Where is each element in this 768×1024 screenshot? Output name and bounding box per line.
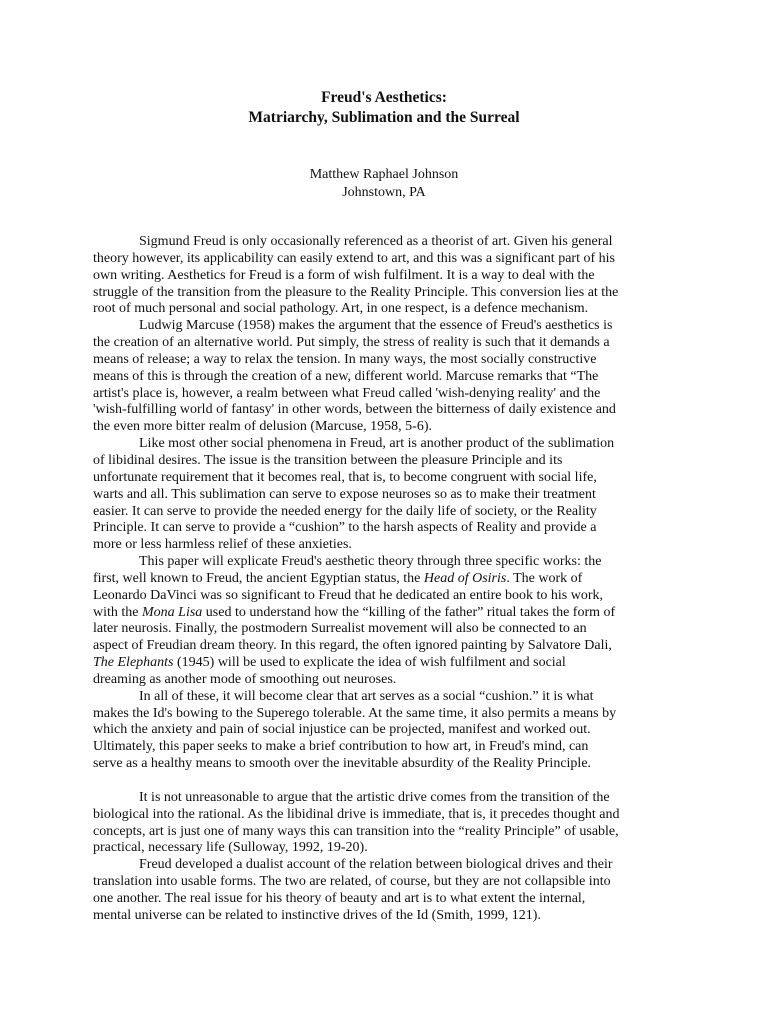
text-line: unfortunate requirement that it becomes real, that is, to become congruent with social life,: [93, 469, 597, 485]
text-line: Ludwig Marcuse (1958) makes the argument that the essence of Freud's aesthetics is: [139, 318, 613, 334]
author-block: [0, 166, 768, 202]
paragraph: [93, 234, 677, 318]
text-line: concepts, art is just one of many ways this can transition into the “reality Principle” of usable,: [93, 823, 619, 839]
text-line: warts and all. This sublimation can serve to expose neuroses so as to make their treatment: [93, 486, 596, 502]
text-line: artist's place is, however, a realm between what Freud called 'wish-denying reality' and the: [93, 385, 601, 401]
text-line: struggle of the transition from the pleasure to the Reality Principle. This conversion lies at the: [93, 284, 619, 300]
text-line: Sigmund Freud is only occasionally referenced as a theorist of art. Given his general: [139, 234, 613, 249]
text-line: the even more bitter realm of delusion (Marcuse, 1958, 5-6).: [93, 419, 433, 435]
text-line: This paper will explicate Freud's aesthetic theory through three specific works: the: [139, 554, 602, 570]
text-line: Freud developed a dualist account of the relation between biological drives and their: [139, 857, 613, 873]
text-line: first, well known to Freud, the ancient Egyptian status, the Head of Osiris. The work of: [93, 570, 583, 586]
document-body: [93, 234, 677, 925]
title-line-1: Freud's Aesthetics:: [321, 89, 447, 106]
text-line: root of much personal and social pathology. Art, in one respect, is a defence mechanism.: [93, 301, 589, 317]
text-line: mental universe can be related to instinctive drives of the Id (Smith, 1999, 121).: [93, 907, 541, 923]
author-name: Matthew Raphael Johnson: [309, 167, 459, 182]
text-line: one another. The real issue for his theory of beauty and art is to what extent the internal,: [93, 890, 586, 906]
text-line: biological into the rational. As the libidinal drive is immediate, that is, it precedes thought and: [93, 806, 620, 822]
text-line: means of release; a way to relax the tension. In many ways, the most socially constructive: [93, 351, 597, 367]
author-location: Johnstown, PA: [342, 185, 426, 200]
text-line: practical, necessary life (Sulloway, 1992, 19-20).: [93, 840, 368, 856]
text-line: It is not unreasonable to argue that the artistic drive comes from the transition of the: [139, 789, 610, 805]
text-line: The Elephants (1945) will be used to explicate the idea of wish fulfilment and social: [93, 655, 566, 671]
text-line: later neurosis. Finally, the postmodern Surrealist movement will also be connected to an: [93, 621, 587, 637]
text-line: dreaming as another mode of smoothing out neuroses.: [93, 671, 397, 687]
text-line: means of this is through the creation of a new, different world. Marcuse remarks that “The: [93, 368, 599, 384]
paragraph: [93, 790, 677, 857]
text-line: 'wish-fulfilling world of fantasy' in other words, between the bitterness of daily existence and: [93, 402, 616, 418]
text-line: more or less harmless relief of these anxieties.: [93, 537, 352, 553]
text-line: the creation of an alternative world. Put simply, the stress of reality is such that it demands a: [93, 335, 610, 351]
text-line: own writing. Aesthetics for Freud is a form of wish fulfilment. It is a way to deal with the: [93, 267, 595, 283]
text-line: serve as a healthy means to smooth over the inevitable absurdity of the Reality Principle.: [93, 756, 592, 772]
text-line: which the anxiety and pain of social injustice can be projected, manifest and worked out.: [93, 722, 591, 738]
text-line: In all of these, it will become clear that art serves as a social “cushion.” it is what: [139, 688, 594, 704]
text-line: easier. It can serve to provide the needed energy for the daily life of society, or the Reality: [93, 503, 597, 519]
paragraph: [93, 554, 677, 689]
paragraph: [93, 689, 677, 773]
text-line: makes the Id's bowing to the Superego tolerable. At the same time, it also permits a means by: [93, 705, 617, 721]
text-line: Ultimately, this paper seeks to make a brief contribution to how art, in Freud's mind, can: [93, 739, 589, 755]
text-line: Leonardo DaVinci was so significant to Freud that he dedicated an entire book to his work,: [93, 587, 604, 603]
document-title: [0, 88, 768, 128]
text-line: with the Mona Lisa used to understand how the “killing of the father” ritual takes the form of: [93, 604, 616, 620]
text-line: Like most other social phenomena in Freud, art is another product of the sublimation: [139, 436, 615, 452]
text-line: translation into usable forms. The two are related, of course, but they are not collapsible into: [93, 874, 611, 890]
title-line-2: Matriarchy, Sublimation and the Surreal: [248, 109, 520, 126]
paragraph: [93, 436, 677, 554]
text-line: of libidinal desires. The issue is the transition between the pleasure Principle and its: [93, 452, 563, 468]
text-line: aspect of Freudian dream theory. In this regard, the often ignored painting by Salvatore Dali,: [93, 638, 612, 654]
text-line: theory however, its applicability can easily extend to art, and this was a significant part of his: [93, 250, 615, 266]
text-line: Principle. It can serve to provide a “cushion” to the harsh aspects of Reality and provide a: [93, 520, 597, 536]
paragraph: [93, 857, 677, 924]
paragraph: [93, 318, 677, 436]
